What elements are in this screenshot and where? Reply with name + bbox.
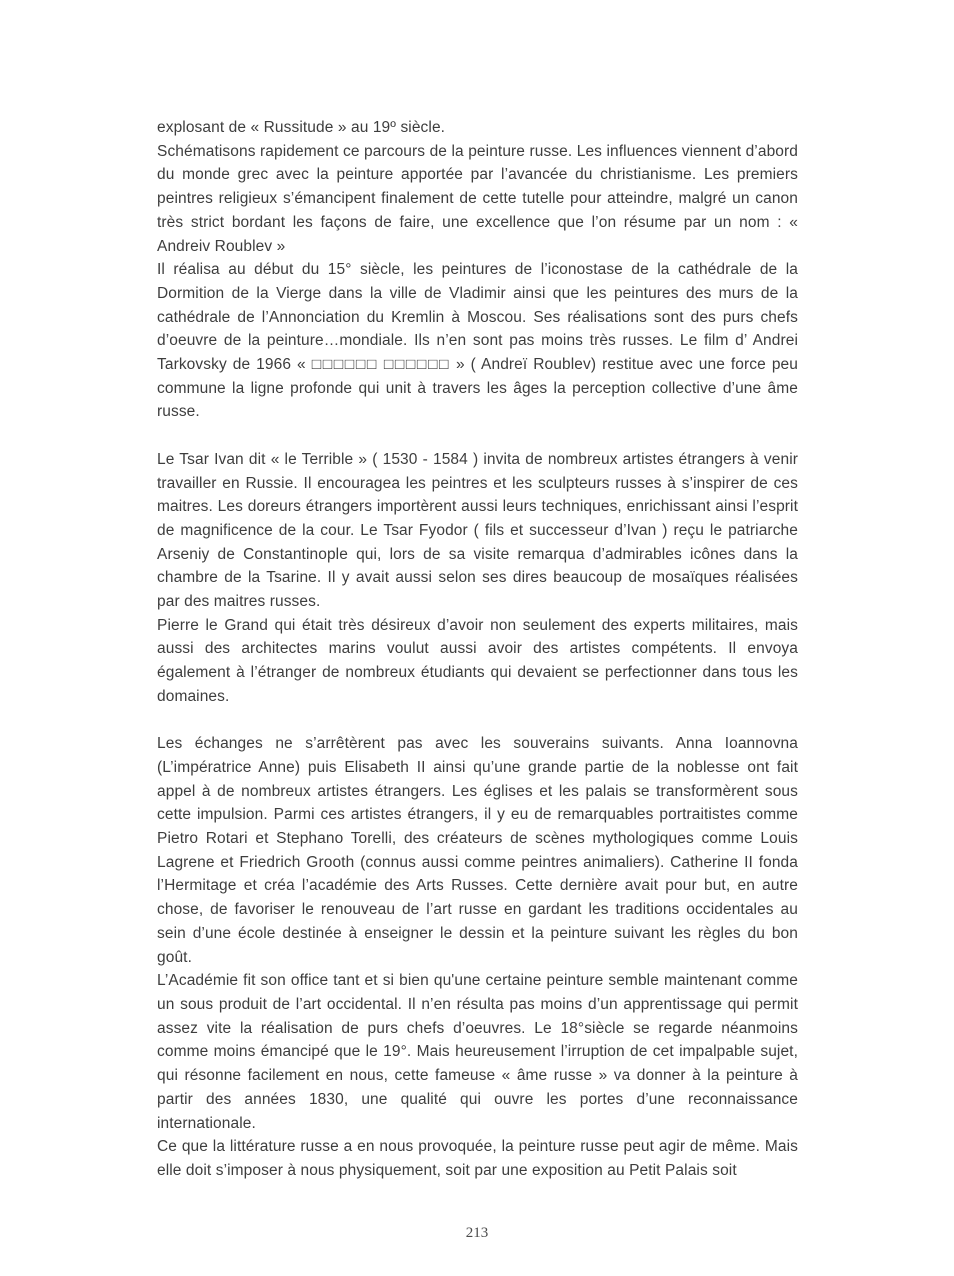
- paragraph: Ce que la littérature russe a en nous provoquée, la peinture russe peut agir de même. Mais elle doit s’imposer à nous physiquement, soit par une exposition au Petit Palais soit: [157, 1138, 798, 1179]
- paragraph: L’Académie fit son office tant et si bien qu'une certaine peinture semble maintenant comme un sous produit de l’art occidental. Il n’en résulta pas moins d’un apprentissage qui permit assez vite la réalisation de purs chefs d’oeuvres. Le 18°siècle se regarde néanmoins comme moins émancipé que le 19°. Mais heureusement l’irruption de cet impalpable sujet, qui résonne facilement en nous, cette fameuse « âme russe » va donner à la peinture à partir des années 1830, une qualité qui ouvre les portes d’une reconnaissance internationale.: [157, 972, 798, 1132]
- page-footer: [0, 1224, 954, 1242]
- paragraph: Schématisons rapidement ce parcours de la peinture russe. Les influences viennent d’abord du monde grec avec la peinture apportée par l’avancée du christianisme. Les premiers peintres religieux s’émancipent finalement de cette tutelle pour atteindre, malgré un canon très strict bordant les façons de faire, une excellence que l’on résume par un nom : « Andreiv Roublev »: [157, 142, 798, 255]
- paragraph: Pierre le Grand qui était très désireux d’avoir non seulement des experts militaires, mais aussi des architectes marins voulut aussi avoir des artistes compétents. Il envoya également à l’étranger de nombreux étudiants qui devaient se perfectionner dans tous les domaines.: [157, 616, 798, 705]
- paragraph: Le Tsar Ivan dit « le Terrible » ( 1530 - 1584 ) invita de nombreux artistes étrangers à venir travailler en Russie. Il encouragea les peintres et les sculpteurs russes à s’inspirer de ces maitres. Les doreurs étrangers importèrent aussi leurs techniques, enrichissant ainsi l’esprit de magnificence de la cour. Le Tsar Fyodor ( fils et successeur d’Ivan ) reçu le patriarche Arseniy de Constantinople qui, lors de sa visite remarqua d’admirables icônes dans la chambre de la Tsarine. Il y avait aussi selon ses dires beaucoup de mosaïques réalisées par des maitres russes.: [157, 450, 798, 611]
- text-section: [157, 116, 798, 424]
- paragraph: Il réalisa au début du 15° siècle, les peintures de l’iconostase de la cathédrale de la Dormition de la Vierge dans la ville de Vladimir ainsi que les peintures des murs de la cathédrale de l’Annonciation du Kremlin à Moscou. Ses réalisations sont des purs chefs d’oeuvre de la peinture…mondiale. Ils n’en sont pas moins très russes. Le film d’ Andrei Tarkovsky de 1966 « □□□□□□ □□□□□□ » ( Andreï Roublev) restitue avec une force peu commune la ligne profonde qui unit à travers les âges la perception collective d’une âme russe.: [157, 261, 798, 421]
- paragraph: Les échanges ne s’arrêtèrent pas avec les souverains suivants. Anna Ioannovna (L’impératrice Anne) puis Elisabeth II ainsi qu’une grande partie de la noblesse ont fait appel à de nombreux artistes étrangers. Les églises et les palais se transformèrent sous cette impulsion. Parmi ces artistes étrangers, il y eu de remarquables portraitistes comme Pietro Rotari et Stephano Torelli, des créateurs de scènes mythologiques comme Louis Lagrene et Friedrich Grooth (connus aussi comme peintres animaliers). Catherine II fonda l’Hermitage et créa l’académie des Arts Russes. Cette dernière avait pour but, en autre chose, de favoriser le renouveau de l’art russe en gardant les traditions occidentales au sein d’une école destinée à enseigner le dessin et la peinture suivant les règles du bon goût.: [157, 735, 798, 966]
- page-number: 213: [465, 1225, 489, 1241]
- paragraph: explosant de « Russitude » au 19º siècle.: [157, 119, 446, 136]
- text-section: [157, 448, 798, 709]
- text-section: [157, 732, 798, 1182]
- page-body-text: [157, 116, 798, 1183]
